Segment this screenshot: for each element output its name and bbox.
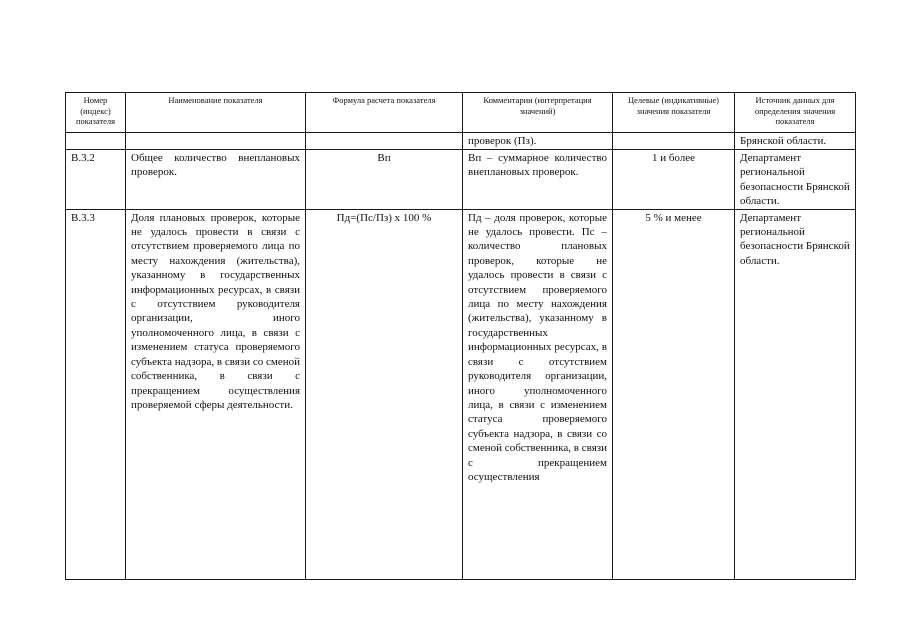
header-source: Источник данных для определения значения показателя bbox=[735, 93, 856, 133]
cell-source: Департамент региональной безопасности Брянской области. bbox=[735, 150, 856, 210]
cell-formula bbox=[306, 133, 463, 150]
cell-formula: Пд=(Пс/Пз) х 100 % bbox=[306, 209, 463, 579]
cell-target: 1 и более bbox=[613, 150, 735, 210]
header-name: Наименование показателя bbox=[126, 93, 306, 133]
cell-target bbox=[613, 133, 735, 150]
cell-formula: Вп bbox=[306, 150, 463, 210]
header-comment: Комментарии (интерпретация значений) bbox=[463, 93, 613, 133]
cell-name: Доля плановых проверок, которые не удалось провести в связи с отсутствием проверяемого лица по месту нахождения (жительства), указанному в государственных информационных ресурсах, в связи с отсутствием руководителя организации, иного уполномоченного лица, в связи с изменением статуса проверяемого субъекта надзора, в связи со сменой собственника, в связи с прекращением осуществления проверяемой сферы деятельности. bbox=[126, 209, 306, 579]
cell-source: Департамент региональной безопасности Брянской области. bbox=[735, 209, 856, 579]
header-row bbox=[66, 93, 856, 133]
cell-name bbox=[126, 133, 306, 150]
cell-comment: проверок (Пз). bbox=[463, 133, 613, 150]
cell-index: В.3.2 bbox=[66, 150, 126, 210]
header-index: Номер (индекс) показателя bbox=[66, 93, 126, 133]
cell-index bbox=[66, 133, 126, 150]
cell-source: Брянской области. bbox=[735, 133, 856, 150]
cell-target: 5 % и менее bbox=[613, 209, 735, 579]
header-target: Целевые (индикативные) значения показателя bbox=[613, 93, 735, 133]
cell-index: В.3.3 bbox=[66, 209, 126, 579]
indicators-table bbox=[65, 92, 856, 580]
continuation-row bbox=[66, 133, 856, 150]
table-row bbox=[66, 150, 856, 210]
cell-comment: Вп – суммарное количество внеплановых проверок. bbox=[463, 150, 613, 210]
header-formula: Формула расчета показателя bbox=[306, 93, 463, 133]
cell-comment: Пд – доля проверок, которые не удалось провести. Пс – количество плановых проверок, которые не удалось провести в связи с отсутствием проверяемого лица по месту нахождения (жительства), указанному в государственных информационных ресурсах, в связи с отсутствием руководителя организации, иного уполномоченного лица, в связи с изменением статуса проверяемого субъекта надзора, в связи со сменой собственника, в связи с прекращением осуществления bbox=[463, 209, 613, 579]
table-row bbox=[66, 209, 856, 579]
cell-name: Общее количество внеплановых проверок. bbox=[126, 150, 306, 210]
